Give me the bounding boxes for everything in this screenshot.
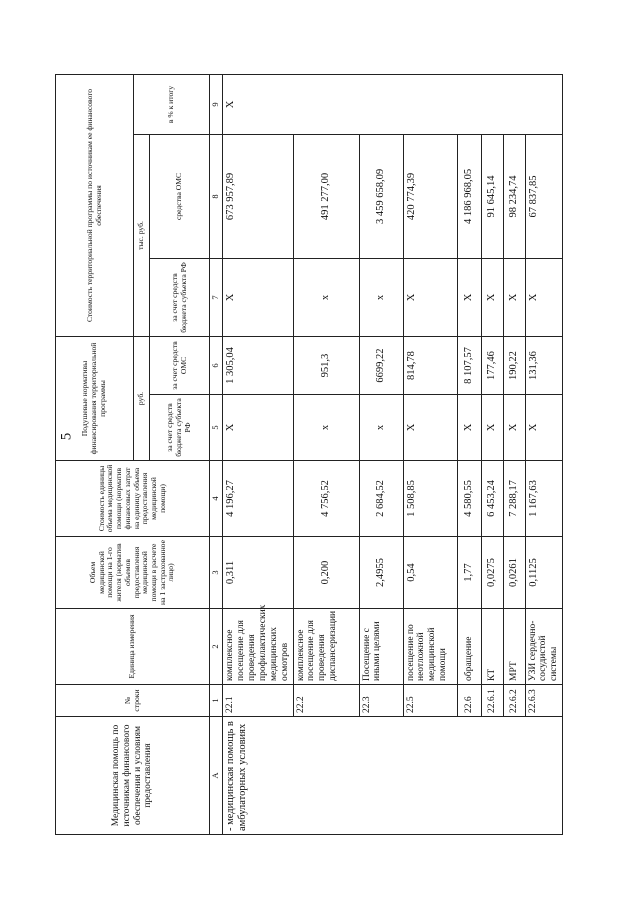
- page-number: 5: [58, 432, 75, 441]
- index-cell: 9: [210, 74, 223, 134]
- budget-cost-cell: x: [293, 258, 359, 336]
- header-unit-cost: Стоимость единицы объема медицинской помощи (норматив финансовых затрат на единицу объема предоставления медицинской помощи): [56, 461, 210, 537]
- column-index-row: [210, 74, 223, 834]
- oms-per-capita-cell: 190,22: [503, 336, 525, 394]
- budget-cost-cell: X: [525, 258, 563, 336]
- volume-cell: 0,1125: [525, 537, 563, 609]
- budget-per-capita-cell: X: [223, 395, 294, 461]
- volume-cell: 0,54: [403, 537, 457, 609]
- budget-cost-cell: X: [457, 258, 481, 336]
- index-cell: 3: [210, 537, 223, 609]
- index-cell: 8: [210, 134, 223, 258]
- row-number: 22.5: [403, 685, 457, 717]
- header-oms-8: средства ОМС: [150, 134, 210, 258]
- cost-cell: 2 684,52: [359, 461, 403, 537]
- cost-cell: 4 580,55: [457, 461, 481, 537]
- oms-per-capita-cell: 6699,22: [359, 336, 403, 394]
- table-row: [223, 74, 294, 834]
- row-caption-ambulatory: - медицинская помощь в амбулаторных условиях: [223, 717, 563, 835]
- index-cell: 2: [210, 609, 223, 685]
- row-number: 22.3: [359, 685, 403, 717]
- header-percent-total: в % к итогу: [134, 74, 210, 134]
- cost-cell: 1 167,63: [525, 461, 563, 537]
- cost-cell: 4 756,52: [293, 461, 359, 537]
- budget-per-capita-cell: X: [403, 395, 457, 461]
- budget-per-capita-cell: x: [359, 395, 403, 461]
- index-cell: 7: [210, 258, 223, 336]
- row-number: 22.6.1: [481, 685, 503, 717]
- header-unit-rub: руб.: [134, 336, 150, 460]
- header-oms-6: за счет средств ОМС: [150, 336, 210, 394]
- unit-cell: УЗИ сердечно-сосудистой системы: [525, 609, 563, 685]
- volume-cell: 0,200: [293, 537, 359, 609]
- cost-cell: 6 453,24: [481, 461, 503, 537]
- header-unit: Единица измерения: [56, 609, 210, 685]
- header-unit-thousand-rub: тыс. руб.: [134, 134, 150, 336]
- volume-cell: 0,0275: [481, 537, 503, 609]
- oms-cost-cell: 67 837,85: [525, 134, 563, 258]
- row-number: 22.6.2: [503, 685, 525, 717]
- oms-cost-cell: 3 459 658,09: [359, 134, 403, 258]
- budget-per-capita-cell: X: [525, 395, 563, 461]
- oms-cost-cell: 91 645,14: [481, 134, 503, 258]
- index-cell: А: [210, 717, 223, 835]
- program-cost-table: [55, 74, 563, 835]
- header-row-number: № строки: [56, 685, 210, 717]
- header-budget-7: за счет средств бюджета субъекта РФ: [150, 258, 210, 336]
- unit-cell: комплексное посещение для проведения диспансеризации: [293, 609, 359, 685]
- header-volume: Объем медицинской помощи на 1-го жителя (норматив объемов предоставления медицинской помощи в расчете на 1 застрахованное лицо): [56, 537, 210, 609]
- row-number: 22.6.3: [525, 685, 563, 717]
- index-cell: 4: [210, 461, 223, 537]
- unit-cell: МРТ: [503, 609, 525, 685]
- header-program-cost-group: Стоимость территориальной программы по источникам ее финансового обеспечения: [56, 74, 134, 336]
- oms-cost-cell: 491 277,00: [293, 134, 359, 258]
- budget-cost-cell: X: [503, 258, 525, 336]
- header-medical-care: Медицинская помощь по источникам финансового обеспечения и условиям предоставления: [56, 717, 210, 835]
- cost-cell: 1 508,85: [403, 461, 457, 537]
- row-number: 22.1: [223, 685, 294, 717]
- header-per-capita-group: Подушевые нормативы финансирования территориальной программы: [56, 336, 134, 460]
- row-number: 22.6: [457, 685, 481, 717]
- unit-cell: Посещение с иными целями: [359, 609, 403, 685]
- budget-cost-cell: X: [223, 258, 294, 336]
- rotated-table-container: [55, 75, 560, 835]
- unit-cell: посещение по неотложной медицинской помощи: [403, 609, 457, 685]
- oms-cost-cell: 673 957,89: [223, 134, 294, 258]
- oms-cost-cell: 4 186 968,05: [457, 134, 481, 258]
- oms-cost-cell: 98 234,74: [503, 134, 525, 258]
- budget-per-capita-cell: X: [503, 395, 525, 461]
- volume-cell: 0,311: [223, 537, 294, 609]
- budget-per-capita-cell: x: [293, 395, 359, 461]
- unit-cell: обращение: [457, 609, 481, 685]
- index-cell: 6: [210, 336, 223, 394]
- index-cell: 1: [210, 685, 223, 717]
- budget-per-capita-cell: X: [481, 395, 503, 461]
- budget-per-capita-cell: X: [457, 395, 481, 461]
- budget-cost-cell: x: [359, 258, 403, 336]
- oms-per-capita-cell: 131,36: [525, 336, 563, 394]
- oms-per-capita-cell: 8 107,57: [457, 336, 481, 394]
- header-budget-5: за счет средств бюджета субъекта РФ: [150, 395, 210, 461]
- oms-cost-cell: 420 774,39: [403, 134, 457, 258]
- budget-cost-cell: X: [481, 258, 503, 336]
- index-cell: 5: [210, 395, 223, 461]
- row-number: 22.2: [293, 685, 359, 717]
- oms-per-capita-cell: 1 305,04: [223, 336, 294, 394]
- budget-cost-cell: X: [403, 258, 457, 336]
- volume-cell: 1,77: [457, 537, 481, 609]
- oms-per-capita-cell: 177,46: [481, 336, 503, 394]
- volume-cell: 0,0261: [503, 537, 525, 609]
- unit-cell: КТ: [481, 609, 503, 685]
- unit-cell: комплексное посещение для проведения профилактических медицинских осмотров: [223, 609, 294, 685]
- cost-cell: 4 196,27: [223, 461, 294, 537]
- oms-per-capita-cell: 814,78: [403, 336, 457, 394]
- volume-cell: 2,4955: [359, 537, 403, 609]
- cost-cell: 7 288,17: [503, 461, 525, 537]
- percent-total-cell: X: [223, 74, 563, 134]
- oms-per-capita-cell: 951,3: [293, 336, 359, 394]
